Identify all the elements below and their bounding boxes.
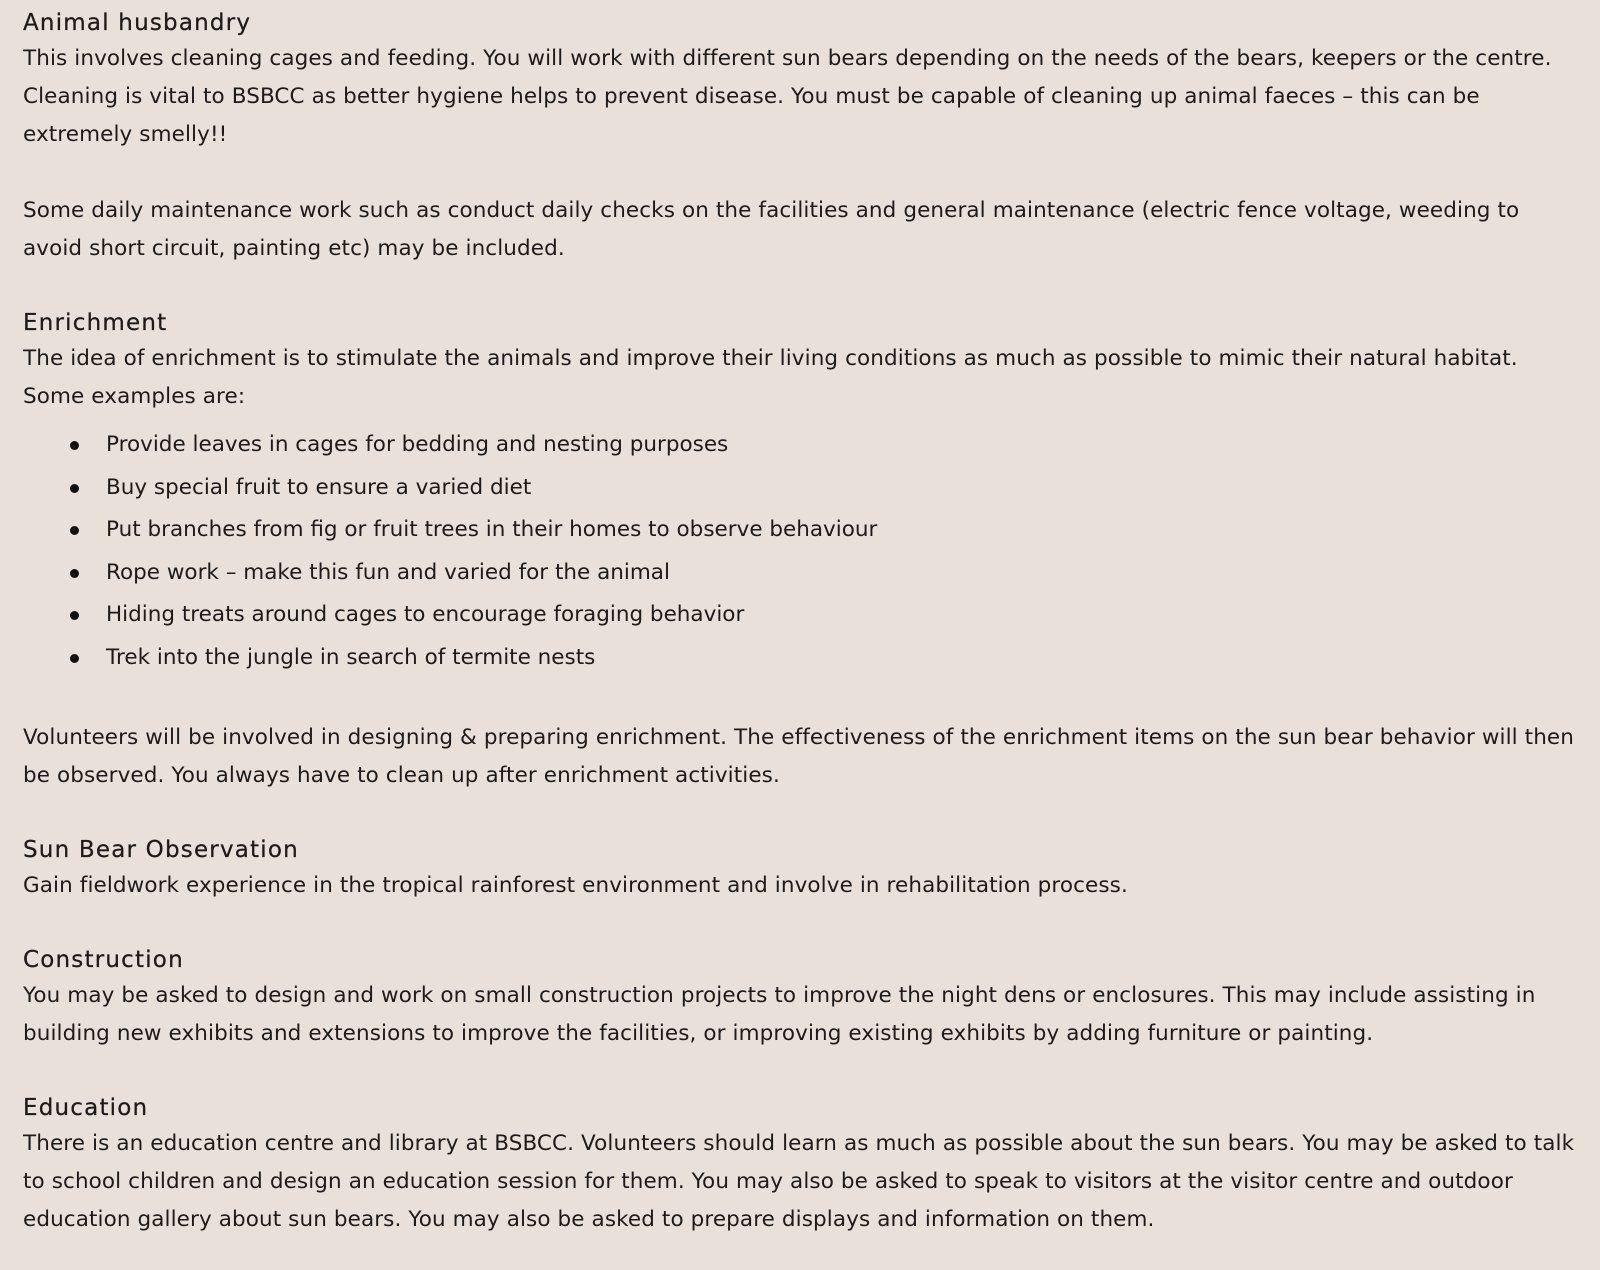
enrichment-examples-list — [23, 424, 1577, 679]
spacer — [23, 795, 1577, 833]
heading-sun-bear-observation: Sun Bear Observation — [23, 837, 299, 863]
spacer — [23, 154, 1577, 192]
education-paragraph: There is an education centre and library at BSBCC. Volunteers should learn as much as possible about the sun bears. You may be asked to talk to school children and design an education session for them. You may also be asked to speak to visitors at the visitor centre and outdoor education gallery about sun bears. You may also be asked to prepare displays and information on them. — [23, 1131, 1575, 1232]
heading-animal-husbandry: Animal husbandry — [23, 10, 252, 36]
construction-paragraph: You may be asked to design and work on small construction projects to improve the night dens or enclosures. This may include assisting in building new exhibits and extensions to improve the facilities, or improving existing exhibits by adding furniture or painting. — [23, 983, 1536, 1046]
list-item-text: Buy special fruit to ensure a varied diet — [106, 474, 532, 500]
list-item-text: Hiding treats around cages to encourage foraging behavior — [106, 602, 745, 627]
list-item-text: Put branches from fig or fruit trees in their homes to observe behaviour — [106, 517, 878, 542]
bullet-icon — [70, 441, 79, 450]
bullet-icon — [70, 569, 79, 578]
bullet-icon — [70, 654, 79, 663]
spacer — [23, 268, 1577, 306]
list-item-text: Provide leaves in cages for bedding and nesting purposes — [106, 432, 729, 457]
heading-enrichment: Enrichment — [23, 310, 168, 336]
husbandry-paragraph: This involves cleaning cages and feeding. You will work with different sun bears depending on the needs of the bears, keepers or the centre. Cleaning is vital to BSBCC as better hygiene helps to prevent disease. You must be capable of cleaning up animal faeces – this can be extremely smelly!! — [23, 46, 1552, 147]
maintenance-paragraph: Some daily maintenance work such as conduct daily checks on the facilities and general maintenance (electric fence voltage, weeding to avoid short circuit, painting etc) may be included. — [23, 198, 1520, 261]
enrichment-intro: The idea of enrichment is to stimulate the animals and improve their living conditions as much as possible to mimic their natural habitat. Some examples are: — [23, 346, 1518, 409]
spacer — [23, 905, 1577, 943]
list-item — [23, 594, 1577, 637]
list-item — [23, 509, 1577, 552]
heading-education: Education — [23, 1095, 149, 1121]
enrichment-outro: Volunteers will be involved in designing & preparing enrichment. The effectiveness of the enrichment items on the sun bear behavior will then be observed. You always have to clean up after enrichment activities. — [23, 725, 1574, 788]
observation-paragraph: Gain fieldwork experience in the tropical rainforest environment and involve in rehabilitation process. — [23, 873, 1128, 898]
bullet-icon — [70, 611, 79, 620]
list-item — [23, 467, 1577, 510]
bullet-icon — [70, 484, 79, 493]
bullet-icon — [70, 526, 79, 535]
list-item — [23, 424, 1577, 467]
list-item-text: Trek into the jungle in search of termite nests — [106, 644, 596, 670]
list-item — [23, 552, 1577, 595]
list-item-text: Rope work – make this fun and varied for the animal — [106, 559, 670, 585]
spacer — [23, 679, 1577, 719]
list-item — [23, 637, 1577, 680]
spacer — [23, 1053, 1577, 1091]
heading-construction: Construction — [23, 947, 184, 973]
